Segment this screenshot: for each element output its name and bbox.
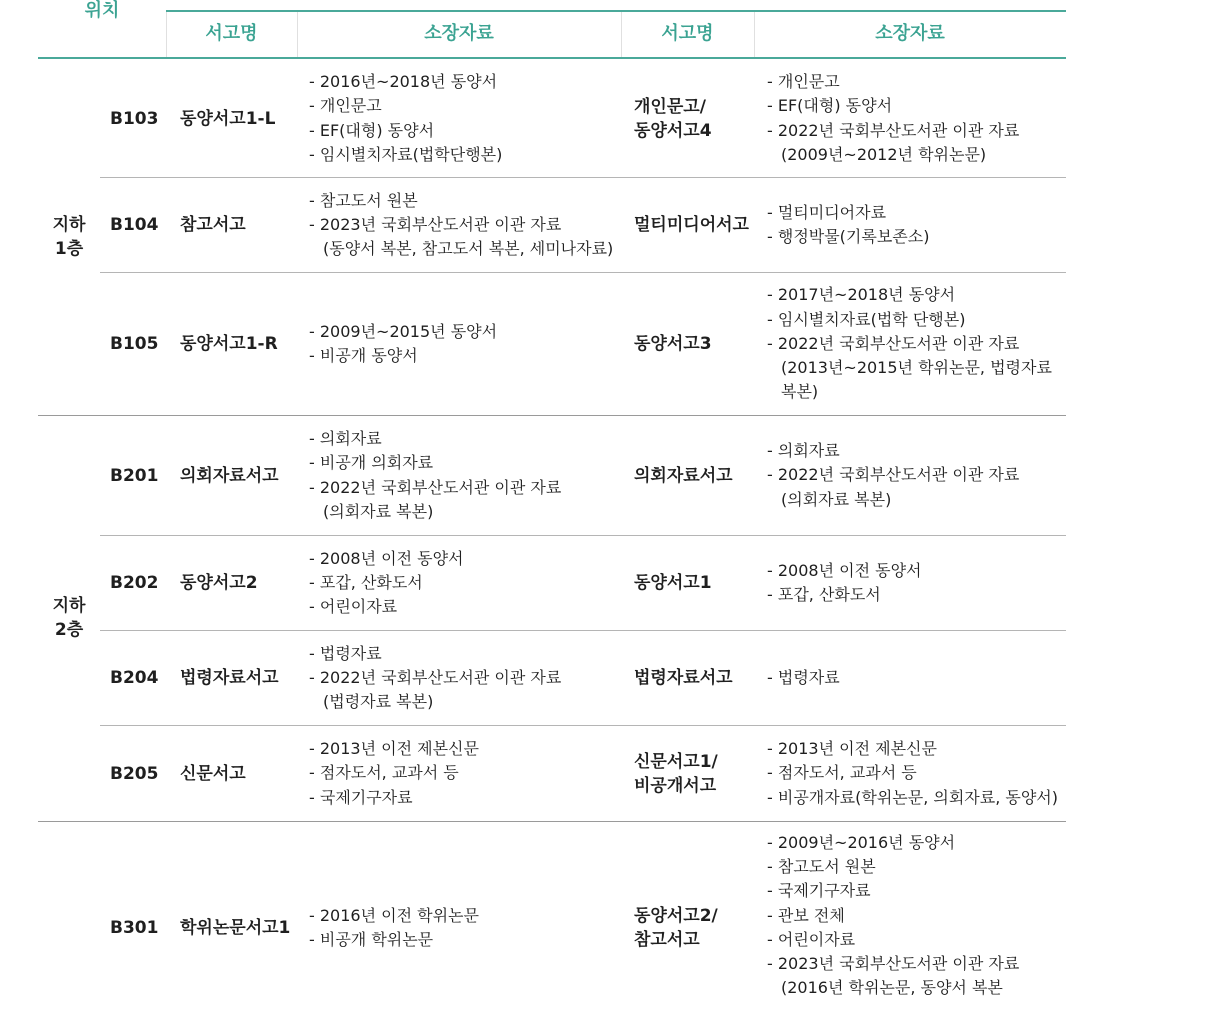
holding-item: - 국제기구자료: [767, 881, 871, 901]
holdings-left: [309, 631, 561, 725]
holding-item: (2009년~2012년 학위논문): [781, 144, 987, 164]
holding-item: - 2016년 이전 학위논문: [309, 905, 479, 925]
stack-name-line: 동양서고4: [634, 120, 712, 141]
stack-name-line: 신문서고1/: [634, 751, 718, 772]
holding-item: - 2022년 국회부산도서관 이관 자료: [309, 667, 562, 687]
holding-item: - 비공개 학위논문: [309, 930, 434, 949]
holding-item: - 법령자료: [309, 643, 382, 663]
floor-label-line: 지하: [52, 596, 86, 616]
holding-item: - 2022년 국회부산도서관 이관 자료: [767, 120, 1020, 140]
holding-item: - 2016년~2018년 동양서: [309, 72, 498, 92]
holding-item: (2013년~2015년 학위논문, 법령자료: [781, 358, 1052, 378]
holding-item: - 참고도서 원본: [767, 857, 876, 877]
header-location: 위치: [84, 0, 120, 21]
holding-item: - 비공개 동양서: [309, 346, 418, 365]
holding-item: - 개인문고: [767, 72, 840, 92]
header-top-rule: [166, 10, 1066, 12]
holdings-right: [767, 416, 1019, 535]
stack-name-line: 참고서고: [180, 215, 246, 235]
holding-item: - 임시별치자료(법학단행본): [309, 144, 503, 164]
stack-name-line: 비공개서고: [634, 775, 717, 796]
stack-name-left: [180, 416, 295, 535]
holding-item: (의회자료 복본): [323, 501, 434, 521]
room-number: B301: [110, 918, 159, 938]
stack-name-right: [634, 726, 754, 821]
holding-item: - 포갑, 산화도서: [767, 585, 881, 604]
holding-item: - 관보 전체: [767, 905, 845, 925]
stack-name-line: 멀티미디어서고: [634, 215, 749, 235]
stack-name-left: [180, 822, 295, 1034]
room-number: B205: [110, 763, 159, 784]
stack-name-right: [634, 416, 754, 535]
header-bottom-rule: [38, 57, 1066, 59]
holding-item: - 2022년 국회부산도서관 이관 자료: [309, 477, 562, 497]
stack-name-left: [180, 726, 295, 821]
holdings-right: [767, 178, 929, 272]
floor-label-line: 지하: [52, 215, 86, 235]
holding-item: - 의회자료: [309, 429, 382, 449]
stack-name-right: [634, 536, 754, 630]
room-number: B202: [110, 573, 159, 593]
floor-label: [38, 594, 100, 642]
holdings-right: [767, 60, 1019, 177]
holding-item: - 2022년 국회부산도서관 이관 자료: [767, 465, 1020, 485]
stack-name-line: 의회자료서고: [180, 465, 279, 486]
holdings-right: [767, 726, 1058, 821]
holdings-left: [309, 273, 497, 415]
holding-item: - 2009년~2015년 동양서: [309, 321, 498, 341]
holdings-left: [309, 726, 479, 821]
floor-label-line: 1층: [54, 239, 84, 259]
holdings-right: [767, 631, 840, 725]
holding-item: - 2009년~2016년 동양서: [767, 833, 956, 852]
holding-item: (의회자료 복본): [781, 489, 892, 509]
holding-item: - 비공개 의회자료: [309, 453, 434, 473]
holdings-right: [767, 273, 1052, 415]
holding-item: - 2013년 이전 제본신문: [309, 739, 479, 759]
holdings-right: [767, 831, 1019, 1000]
stack-name-right: [634, 273, 754, 415]
holding-item: - 2008년 이전 동양서: [309, 548, 464, 568]
stack-name-line: 신문서고: [180, 763, 246, 784]
holding-item: - 행정박물(기록보존소): [767, 227, 930, 246]
stack-name-line: 동양서고2/: [634, 906, 718, 926]
holding-item: 복본): [781, 382, 819, 402]
header-stack-name-right: 서고명: [661, 23, 714, 44]
holding-item: - 점자도서, 교과서 등: [309, 763, 459, 783]
stack-name-line: 동양서고3: [634, 334, 712, 354]
holding-item: - 2013년 이전 제본신문: [767, 739, 937, 759]
holding-item: - 개인문고: [309, 96, 382, 116]
holding-item: - EF(대형) 동양서: [767, 96, 893, 116]
holding-item: - 2022년 국회부산도서관 이관 자료: [767, 333, 1020, 353]
room-number: B103: [110, 108, 159, 129]
holding-item: - 포갑, 산화도서: [309, 572, 423, 592]
holding-item: (2016년 학위논문, 동양서 복본: [781, 978, 1003, 998]
holdings-left: [309, 822, 479, 1034]
holding-item: - 의회자료: [767, 441, 840, 461]
holding-item: - 2017년~2018년 동양서: [767, 285, 956, 305]
stack-name-right: [634, 60, 754, 177]
holding-item: - 2008년 이전 동양서: [767, 560, 922, 580]
holdings-left: [309, 60, 502, 177]
stack-name-right: [634, 178, 754, 272]
stack-name-line: 의회자료서고: [634, 465, 733, 486]
stack-name-line: 법령자료서고: [180, 668, 279, 688]
holding-item: - 비공개자료(학위논문, 의회자료, 동양서): [767, 787, 1058, 807]
holding-item: - 2023년 국회부산도서관 이관 자료: [309, 214, 562, 234]
stack-name-line: 동양서고2: [180, 573, 258, 593]
stack-name-line: 동양서고1-R: [180, 334, 278, 354]
header-stack-name-left: 서고명: [205, 23, 258, 44]
holding-item: - 2023년 국회부산도서관 이관 자료: [767, 954, 1020, 974]
holdings-left: [309, 416, 561, 535]
floor-label-line: 2층: [54, 620, 84, 640]
stack-name-line: 참고서고: [634, 930, 700, 950]
stack-name-left: [180, 536, 295, 630]
stack-name-line: 학위논문서고1: [180, 918, 291, 938]
stack-name-left: [180, 178, 295, 272]
room-number: B105: [110, 334, 159, 354]
stack-name-line: 동양서고1-L: [180, 108, 276, 129]
holding-item: - 점자도서, 교과서 등: [767, 763, 917, 783]
holdings-left: [309, 536, 464, 630]
header-holdings-left: 소장자료: [424, 23, 494, 44]
holding-item: - EF(대형) 동양서: [309, 120, 435, 140]
stack-name-line: 법령자료서고: [634, 668, 733, 688]
holding-item: - 어린이자료: [767, 929, 856, 949]
stack-name-right: [634, 631, 754, 725]
stack-name-line: 개인문고/: [634, 96, 706, 117]
holding-item: - 법령자료: [767, 667, 840, 687]
holding-item: (동양서 복본, 참고도서 복본, 세미나자료): [323, 239, 614, 259]
stack-name-right: [634, 822, 754, 1034]
holdings-left: [309, 178, 613, 272]
stack-name-left: [180, 273, 295, 415]
header-holdings-right: 소장자료: [875, 23, 945, 44]
room-number: B201: [110, 465, 159, 486]
floor-label: [38, 213, 100, 261]
stack-name-left: [180, 60, 295, 177]
holding-item: - 참고도서 원본: [309, 190, 418, 210]
holding-item: (법령자료 복본): [323, 692, 434, 712]
room-number: B204: [110, 668, 159, 688]
holding-item: - 국제기구자료: [309, 787, 413, 807]
room-number: B104: [110, 215, 159, 235]
stack-name-line: 동양서고1: [634, 573, 712, 593]
stack-name-left: [180, 631, 295, 725]
holding-item: - 어린이자료: [309, 597, 398, 617]
holding-item: - 임시별치자료(법학 단행본): [767, 309, 966, 329]
holding-item: - 멀티미디어자료: [767, 202, 887, 222]
holdings-right: [767, 536, 922, 630]
